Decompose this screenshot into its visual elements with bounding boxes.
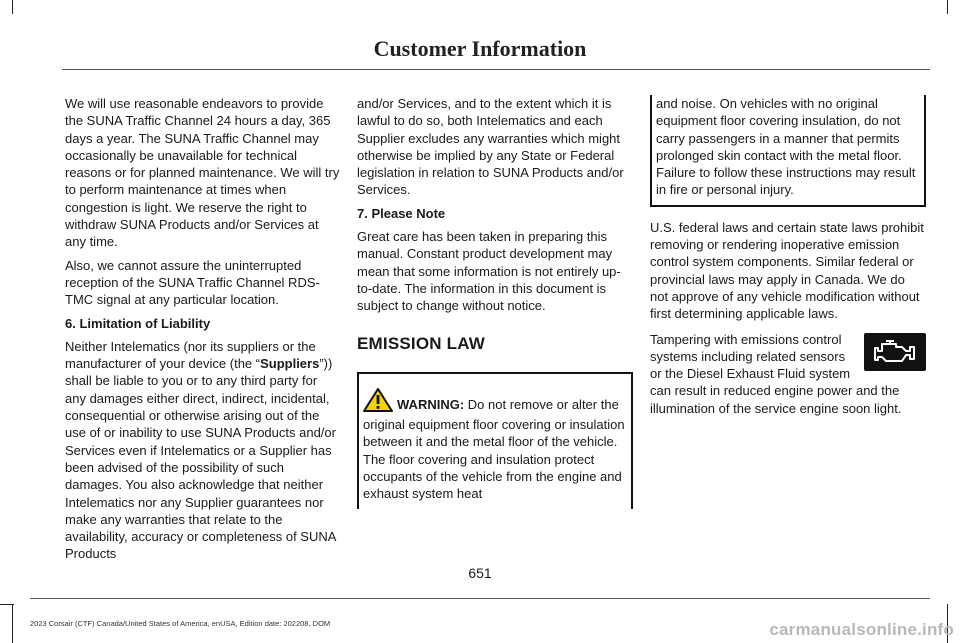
paragraph: Also, we cannot assure the uninterrupted reception of the SUNA Traffic Channel RDS-TMC signal at any particular location. <box>65 257 320 308</box>
column-2 <box>357 95 633 509</box>
paragraph: and/or Services, and to the extent which it is lawful to do so, both Intelematics and each Supplier excludes any warranties which might otherwise be implied by any State or Federal legislation in relation to SUNA Products and/or Services. <box>357 96 624 198</box>
section-heading-7: 7. Please Note <box>357 205 446 221</box>
warning-box-continued <box>650 95 926 207</box>
paragraph-liability <box>65 338 341 563</box>
paragraph: We will use reasonable endeavors to provide the SUNA Traffic Channel 24 hours a day, 365 days a year. The SUNA Traffic Channel may occasionally be unavailable for technical reasons or for planned maintenance. We will try to perform maintenance at times when congestion is light. We reserve the right to withdraw SUNA Products and/or Services at any time. <box>65 96 340 250</box>
edition-info: 2023 Corsair (CTF) Canada/United States of America, enUSA, Edition date: 202208, DOM <box>30 619 331 628</box>
footer-divider <box>30 598 930 599</box>
warning-box <box>357 372 633 509</box>
page-title: Customer Information <box>373 36 587 61</box>
warning-text: Do not remove or alter the original equipment floor covering or insulation between it and the metal floor of the vehicle. The floor covering and insulation protect occupants of the vehicle from the engine and exhaust system heat <box>363 396 625 502</box>
paragraph: Great care has been taken in preparing this manual. Constant product development may mean that some information is not entirely up-to-date. The information in this document is subject to change without notice. <box>357 229 621 314</box>
section-title-emission-law: EMISSION LAW <box>357 333 486 353</box>
warning-label: WARNING: <box>397 396 465 412</box>
section-heading-6: 6. Limitation of Liability <box>65 315 211 331</box>
crop-mark-top-right <box>947 0 948 14</box>
check-engine-icon <box>864 333 926 371</box>
crop-mark-bottom-left-h <box>0 604 14 605</box>
text-run: Neither Intelematics (nor its suppliers or the manufacturer of your device (the “ <box>65 338 316 372</box>
term-suppliers: Suppliers <box>260 356 320 372</box>
header-divider <box>62 69 930 70</box>
column-3 <box>650 95 926 423</box>
column-1 <box>65 95 341 569</box>
paragraph: U.S. federal laws and certain state laws prohibit removing or rendering inoperative emission control system components. Similar federal or provincial laws may apply in Canada. We do not approve of any vehicle modification without first determining applicable laws. <box>650 219 924 322</box>
warning-triangle-icon <box>363 388 393 416</box>
paragraph-tampering <box>650 331 926 417</box>
page-number: 651 <box>468 565 492 581</box>
text-run: Tampering with emissions control systems including related sensors or the Diesel Exhaust Fluid system can result in reduced engine power and the illumination of the service engine soon light. <box>650 331 902 416</box>
warning-text-continued: and noise. On vehicles with no original equipment floor covering insulation, do not carry passengers in a manner that permits prolonged skin contact with the metal floor. Failure to follow these instructions may result in fire or personal injury. <box>656 96 916 198</box>
crop-mark-top-left <box>12 0 13 14</box>
crop-mark-bottom-left-v <box>12 604 13 643</box>
watermark: carmanualsonline.info <box>769 620 954 639</box>
text-run: ”)) shall be liable to you or to any third party for any damages either direct, indirect, incidental, consequential or otherwise arising out of the use of or inability to use SUNA Products and/or Services even if Intelematics or a Supplier has been advised of the possibility of such damages. You also acknowledge that neither Intelematics nor any Supplier guarantees nor make any warranties that relate to the availability, accuracy or completeness of SUNA Products <box>65 356 336 562</box>
